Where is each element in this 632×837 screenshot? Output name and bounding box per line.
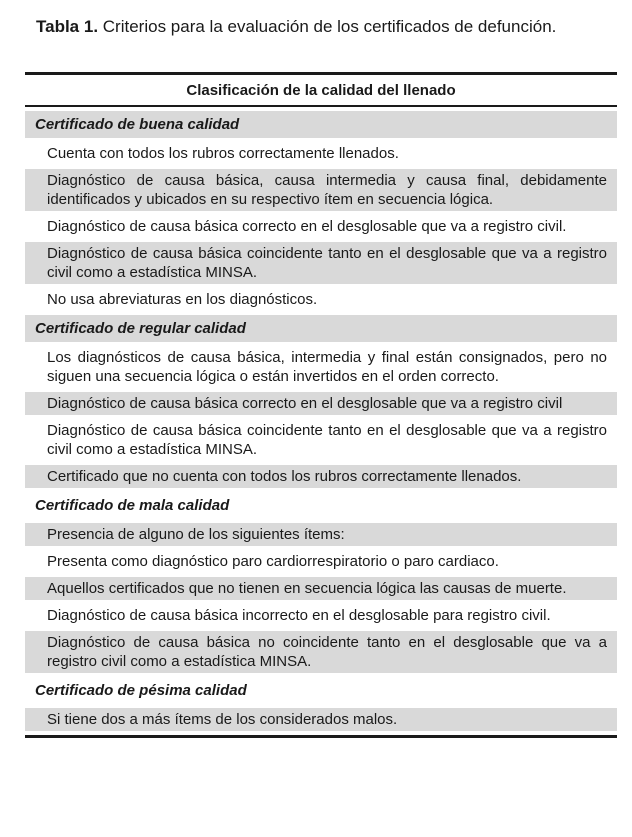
criterion-row: Certificado que no cuenta con todos los rubros correctamente llenados. [25,465,617,488]
criteria-table [25,72,617,738]
table-body [25,111,617,731]
criterion-row: Presencia de alguno de los siguientes ítems: [25,523,617,546]
section-heading: Certificado de buena calidad [25,111,617,138]
caption-text: Criterios para la evaluación de los certificados de defunción. [102,17,557,36]
table-header: Clasificación de la calidad del llenado [186,81,456,99]
table-header-rule [25,105,617,107]
criterion-row: Cuenta con todos los rubros correctamente llenados. [47,145,399,162]
criterion-row: No usa abreviaturas en los diagnósticos. [47,291,318,308]
section-heading: Certificado de pésima calidad [35,682,247,699]
criterion-row: Si tiene dos a más ítems de los considerados malos. [25,708,617,731]
section-heading: Certificado de mala calidad [35,497,230,514]
criterion-row: Diagnóstico de causa básica correcto en el desglosable que va a registro civil. [47,218,567,235]
criterion-row: Diagnóstico de causa básica coincidente tanto en el desglosable que va a registro civil como a estadística MINSA. [47,422,607,458]
table-bottom-rule [25,735,617,738]
criterion-row: Diagnóstico de causa básica coincidente tanto en el desglosable que va a registro civil como a estadística MINSA. [25,242,617,284]
criterion-row: Aquellos certificados que no tienen en secuencia lógica las causas de muerte. [25,577,617,600]
section-heading: Certificado de regular calidad [25,315,617,342]
table-caption [36,17,556,37]
caption-label: Tabla 1. [36,17,99,36]
criterion-row: Los diagnósticos de causa básica, intermedia y final están consignados, pero no siguen una secuencia lógica o están invertidos en el orden correcto. [47,349,607,385]
criterion-row: Diagnóstico de causa básica correcto en el desglosable que va a registro civil [25,392,617,415]
criterion-row: Diagnóstico de causa básica no coincidente tanto en el desglosable que va a registro civil como a estadística MINSA. [25,631,617,673]
criterion-row: Presenta como diagnóstico paro cardiorrespiratorio o paro cardiaco. [47,553,499,570]
criterion-row: Diagnóstico de causa básica incorrecto en el desglosable para registro civil. [47,607,551,624]
criterion-row: Diagnóstico de causa básica, causa intermedia y causa final, debidamente identificados y ubicados en su respectivo ítem en secuencia lógica. [25,169,617,211]
